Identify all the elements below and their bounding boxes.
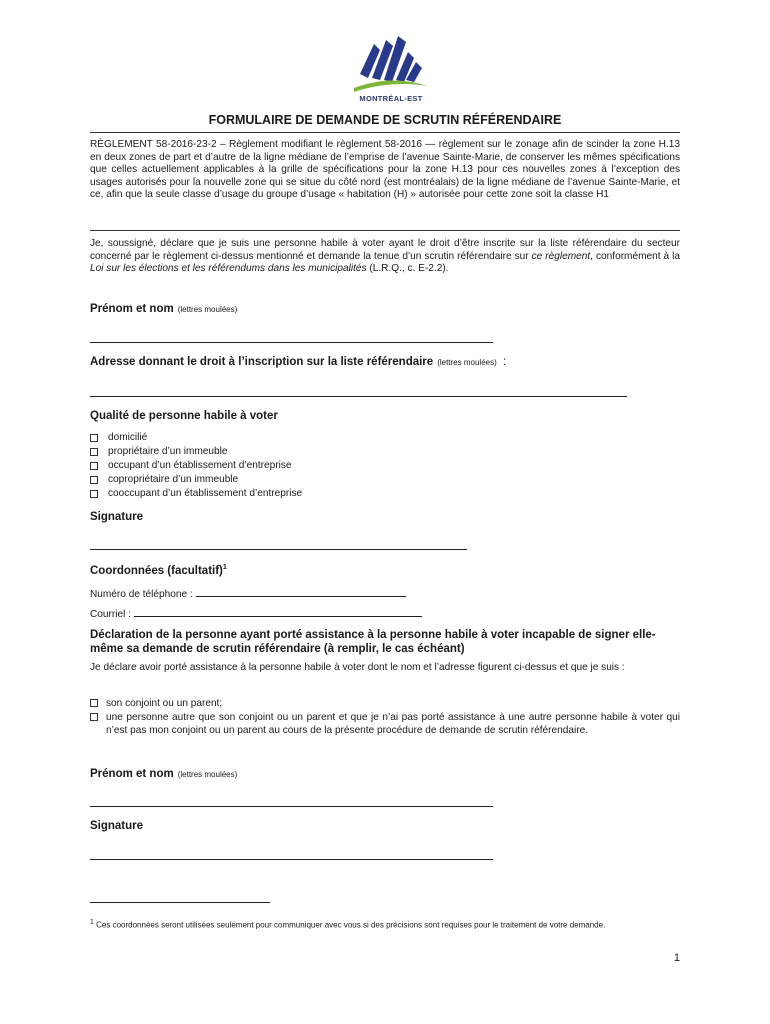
address-hint: (lettres moulées)	[437, 358, 497, 367]
qualite-option-label: domicilié	[108, 432, 148, 443]
footnote-text: Ces coordonnées seront utilisées seulement pour communiquer avec vous si des précisions sont requises pour le traitement de votre demande.	[96, 920, 606, 930]
name2-heading	[90, 768, 237, 780]
logo-mark-icon	[350, 30, 432, 96]
name-heading-label: Prénom et nom	[90, 303, 174, 315]
assist-option[interactable]	[90, 697, 680, 710]
qualite-option-label: cooccupant d’un établissement d’entreprise	[108, 488, 303, 499]
address-heading-label: Adresse donnant le droit à l’inscription sur la liste référendaire	[90, 356, 434, 368]
signature2-input-line[interactable]	[90, 859, 493, 860]
footnote	[90, 917, 680, 931]
montreal-est-logo	[350, 30, 432, 106]
checkbox[interactable]	[90, 434, 98, 442]
email-input-line[interactable]	[134, 607, 422, 617]
qualite-heading: Qualité de personne habile à voter	[90, 410, 278, 422]
qualite-option[interactable]	[90, 473, 302, 487]
checkbox[interactable]	[90, 476, 98, 484]
qualite-option-label: propriétaire d’un immeuble	[108, 446, 228, 457]
declaration-part1: Je, soussigné, déclare que je suis une personne habile à voter ayant le droit d’être inscrite sur la liste référendaire du secteur concerné par le règlement ci-dessus mentionné et demande la tenue d’un scrutin référendaire sur	[90, 238, 680, 262]
checkbox[interactable]	[90, 490, 98, 498]
logo-text: MONTRÉAL-EST	[359, 94, 423, 103]
qualite-option-label: copropriétaire d’un immeuble	[108, 474, 239, 485]
address-heading	[90, 356, 506, 368]
signature-input-line[interactable]	[90, 549, 467, 550]
checkbox[interactable]	[90, 713, 98, 721]
name-heading	[90, 303, 237, 315]
phone-field	[90, 587, 406, 600]
declaration-text	[90, 238, 680, 276]
qualite-options	[90, 431, 302, 501]
assist-option-label: son conjoint ou un parent;	[106, 698, 223, 709]
declaration-part2: , conformément à la	[590, 250, 680, 262]
signature2-heading: Signature	[90, 820, 144, 832]
assist-options	[90, 697, 680, 738]
divider	[90, 230, 680, 231]
phone-input-line[interactable]	[196, 587, 406, 597]
checkbox[interactable]	[90, 448, 98, 456]
signature-heading: Signature	[90, 511, 144, 523]
qualite-option[interactable]	[90, 459, 302, 473]
page-number: 1	[673, 952, 680, 964]
name2-heading-label: Prénom et nom	[90, 768, 174, 780]
checkbox[interactable]	[90, 462, 98, 470]
name-hint: (lettres moulées)	[177, 305, 238, 314]
qualite-option[interactable]	[90, 445, 302, 459]
reglement-text: RÈGLEMENT 58-2016-23-2 – Règlement modifiant le règlement 58-2016 — règlement sur le zonage afin de scinder la zone H.13 en deux zones de part et d’autre de la ligne médiane de l’emprise de l’avenue Sainte-Marie, de conserver les mêmes spécifications que celles actuellement applicables à la grille de spécifications pour la zone H.13 pour ces nouvelles zones à l’exception des usages autorisés pour la nouvelle zone qui se situe du côté nord (est montréalais) de la ligne médiane de l’avenue Sainte-Marie, et ce, afin que la seule classe d’usage du groupe d’usage « habitation (H) » autorisée pour cette zone soit la classe H1	[90, 139, 680, 201]
declaration-em2: Loi sur les élections et les référendums dans les municipalités	[90, 263, 367, 275]
assist-title: Déclaration de la personne ayant porté assistance à la personne habile à voter incapable de signer elle-même sa demande de scrutin référendaire (à remplir, le cas échéant)	[90, 629, 656, 655]
qualite-option[interactable]	[90, 431, 302, 445]
address-colon: :	[502, 356, 507, 368]
coord-heading	[90, 564, 227, 577]
address-input-line[interactable]	[90, 396, 627, 397]
assist-option[interactable]	[90, 711, 680, 737]
divider	[90, 132, 680, 133]
phone-label: Numéro de téléphone :	[90, 589, 193, 600]
declaration-part3: (L.R.Q., c. E-2.2).	[366, 263, 449, 275]
email-field	[90, 607, 422, 620]
form-title: FORMULAIRE DE DEMANDE DE SCRUTIN RÉFÉRENDAIRE	[208, 113, 562, 127]
footnote-divider	[90, 902, 270, 903]
coord-footnote-ref: 1	[222, 564, 227, 571]
checkbox[interactable]	[90, 699, 98, 707]
name2-input-line[interactable]	[90, 806, 493, 807]
assist-option-label: une personne autre que son conjoint ou un parent et que je n’ai pas porté assistance à une autre personne habile à voter qui n’est pas mon conjoint ou un parent au cours de la présente procédure de demande de scrutin référendaire.	[106, 712, 680, 736]
assist-intro: Je déclare avoir porté assistance à la personne habile à voter dont le nom et l’adresse figurent ci-dessus et que je suis :	[90, 662, 625, 673]
footnote-marker: 1	[90, 919, 94, 926]
name2-hint: (lettres moulées)	[177, 770, 238, 779]
declaration-em1: ce règlement	[531, 250, 591, 262]
coord-heading-label: Coordonnées (facultatif)	[90, 564, 223, 577]
email-label: Courriel :	[90, 609, 131, 620]
name-input-line[interactable]	[90, 342, 493, 343]
qualite-option-label: occupant d’un établissement d’entreprise	[108, 460, 292, 471]
qualite-option[interactable]	[90, 487, 302, 501]
